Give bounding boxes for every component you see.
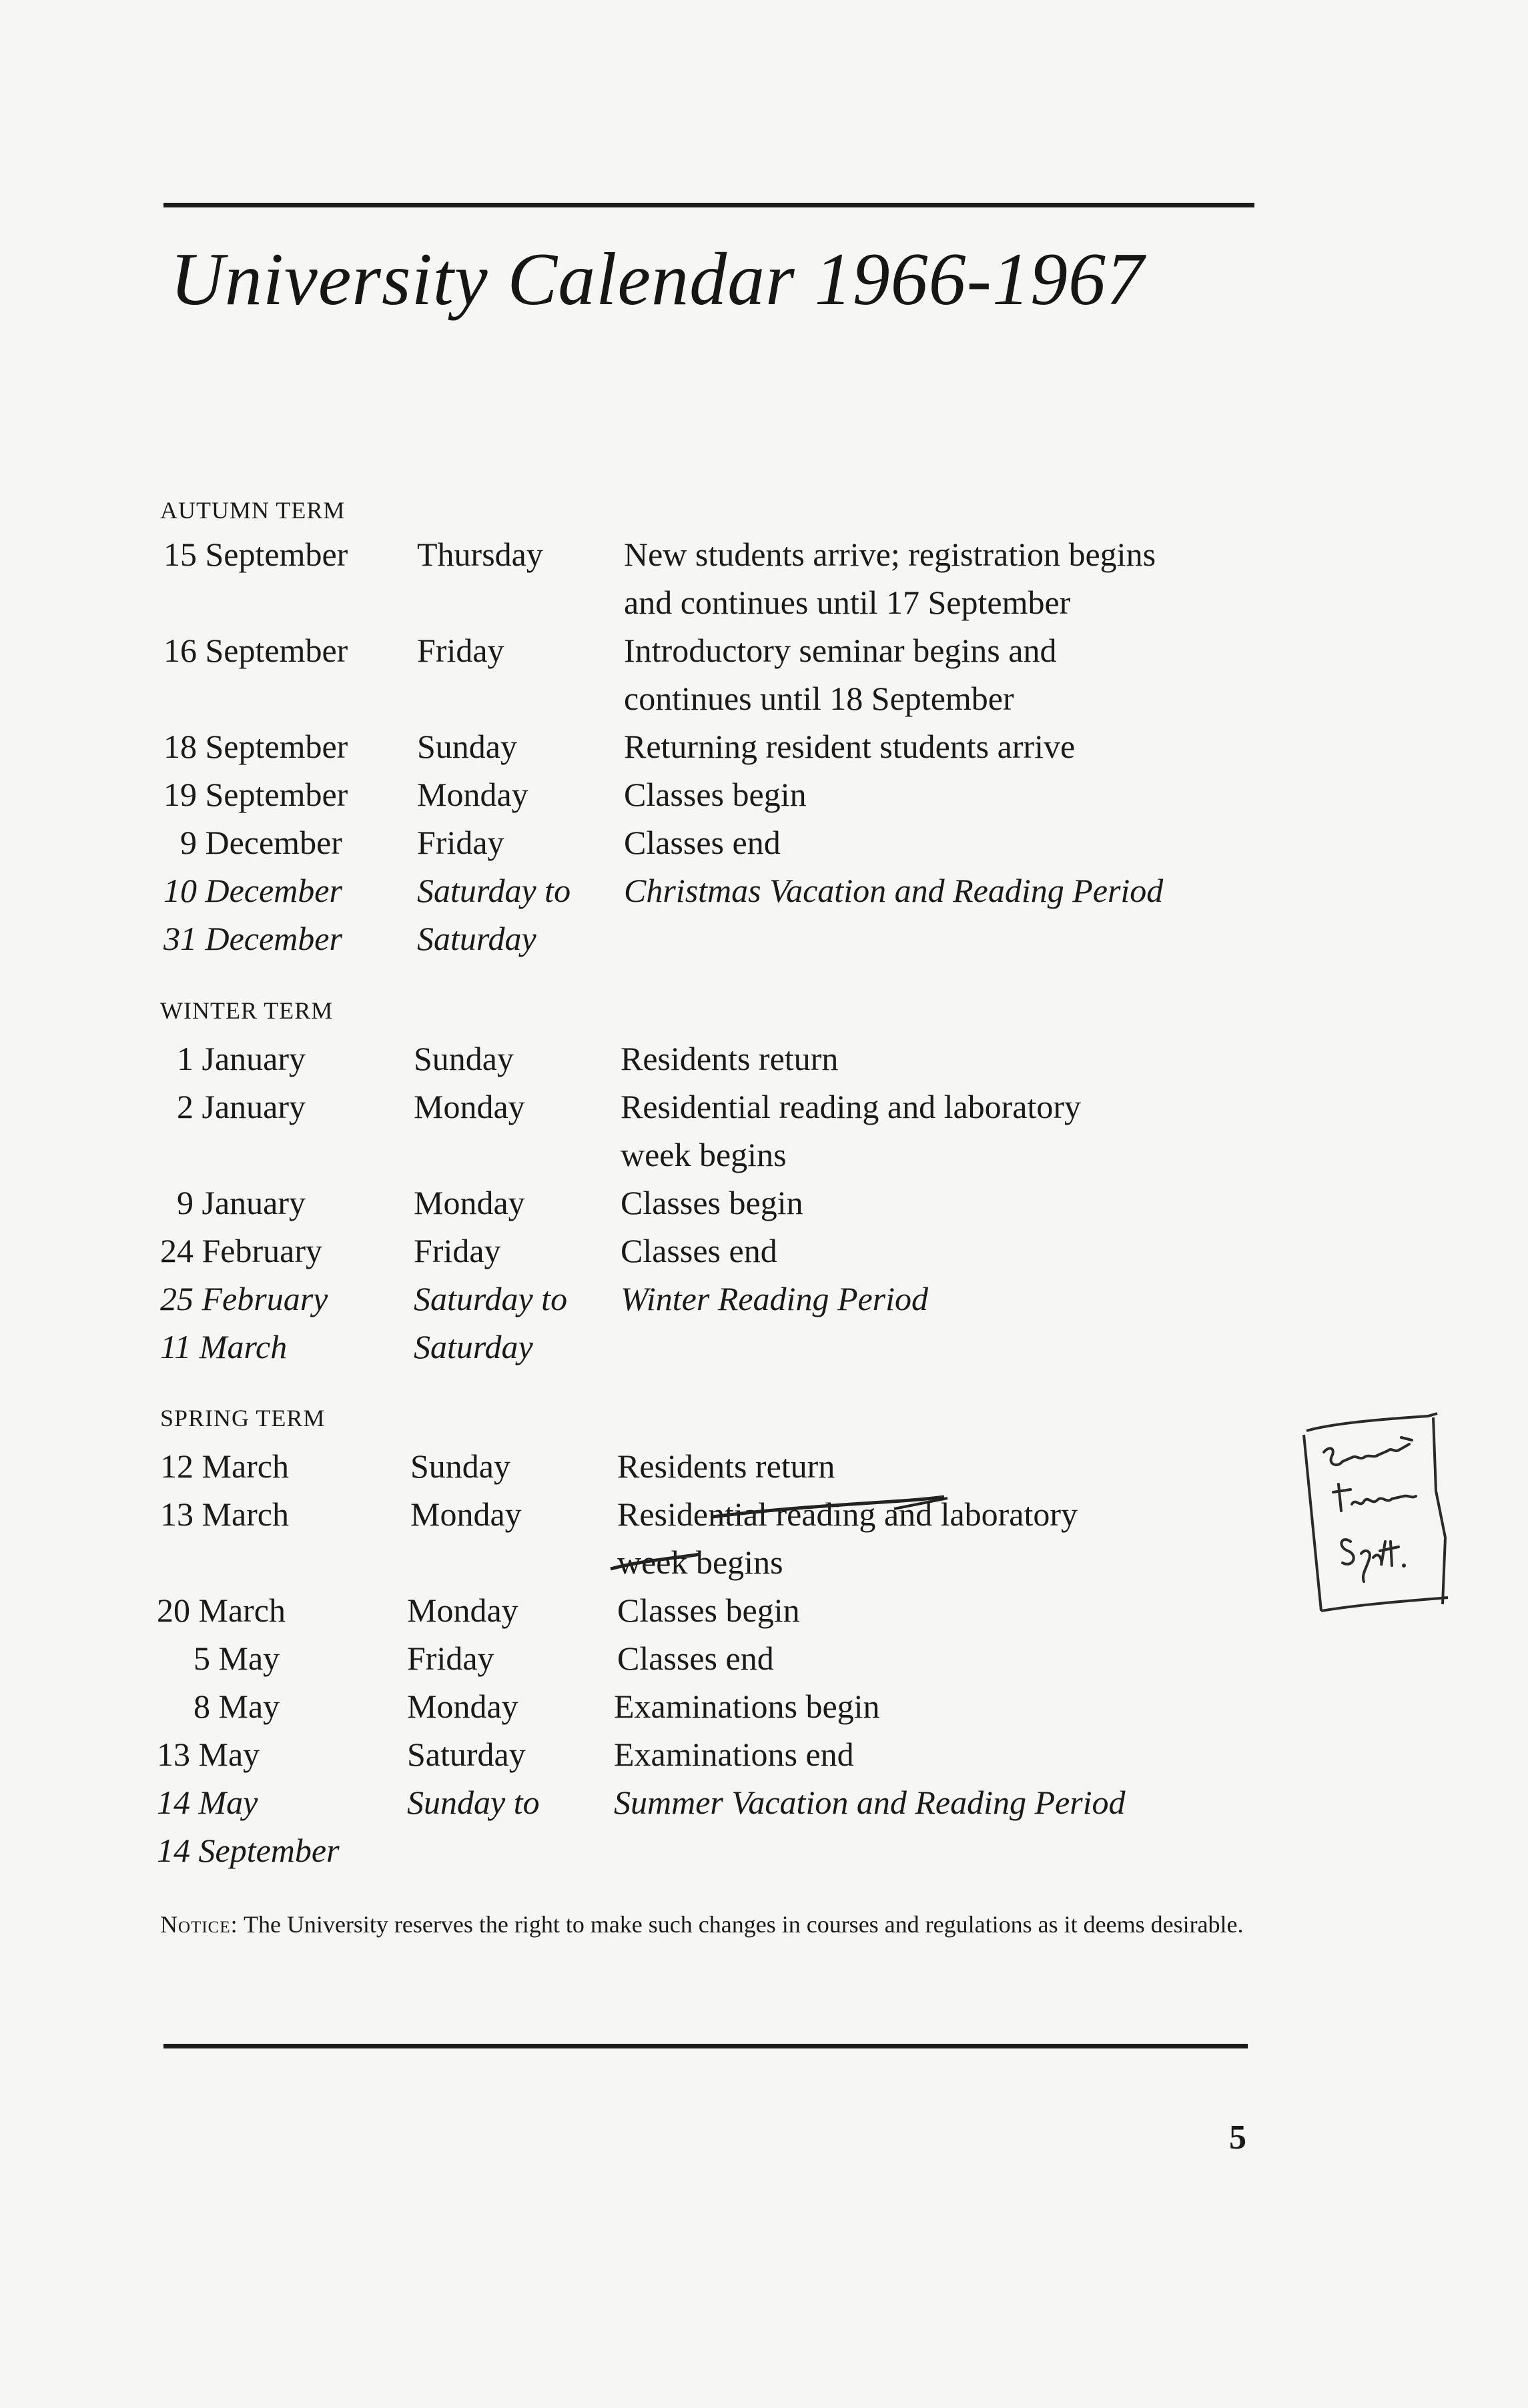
row-date: 2 January [177,1088,306,1125]
row-description: New students arrive; registration begins and continues until 17 September [624,536,1156,621]
row-date: 25 February [160,1280,328,1317]
section-heading-winter: WINTER TERM [160,997,334,1024]
top-rule [163,203,1254,207]
row-date: 20 March [157,1592,286,1629]
notice-label: Notice: [160,1911,238,1938]
row-date: 31 December [163,920,342,957]
row-date: 9 January [177,1184,306,1221]
row-description: Returning resident students arrive [624,728,1076,765]
row-description-struck: Residential reading and laboratory week begins [617,1495,1078,1581]
row-day: Monday [410,1495,522,1533]
row-day: Thursday [417,536,543,573]
row-description: Classes end [617,1640,774,1677]
row-date: 13 March [160,1495,289,1533]
row-date: 8 May [194,1688,280,1725]
row-day: Saturday to [414,1280,568,1317]
row-description: Examinations begin [614,1688,880,1725]
row-description: Residential reading and laboratory week begins [621,1088,1082,1173]
row-date: 16 September [163,632,348,669]
row-description: Classes begin [621,1184,803,1221]
row-day: Friday [414,1232,501,1269]
row-date: 14 September [157,1832,340,1869]
row-description: Christmas Vacation and Reading Period [624,872,1164,909]
row-date: 12 March [160,1447,289,1485]
row-date: 14 May [157,1784,258,1821]
row-day: Saturday [414,1328,533,1365]
row-date: 15 September [163,536,348,573]
row-description: Summer Vacation and Reading Period [614,1784,1126,1821]
row-day: Friday [407,1640,494,1677]
row-date: 5 May [194,1640,280,1677]
row-day: Monday [414,1184,525,1221]
row-description: Classes end [621,1232,777,1269]
row-date: 19 September [163,776,348,813]
row-description: Residents return [617,1447,835,1485]
row-day: Saturday to [417,872,571,909]
section-heading-spring: SPRING TERM [160,1405,326,1431]
row-day: Sunday [417,728,517,765]
row-date: 13 May [157,1736,260,1773]
row-description: Classes begin [624,776,807,813]
row-day: Sunday [410,1447,510,1485]
row-day: Monday [407,1688,518,1725]
page-title: University Calendar 1966-1967 [170,238,1144,321]
page-number: 5 [1229,2119,1246,2157]
row-day: Monday [407,1592,518,1629]
row-date: 9 December [180,824,342,861]
row-day: Sunday to [407,1784,540,1821]
bottom-rule [163,2044,1248,2048]
row-description: Classes begin [617,1592,800,1629]
row-description: Classes end [624,824,781,861]
row-day: Friday [417,632,504,669]
row-date: 24 February [160,1232,322,1269]
row-description: Residents return [621,1040,839,1077]
notice-paragraph [160,1910,1261,1938]
row-description: Winter Reading Period [621,1280,929,1317]
row-day: Saturday [407,1736,526,1773]
row-day: Monday [414,1088,525,1125]
handwritten-note-icon [1294,1411,1455,1624]
row-date: 10 December [163,872,342,909]
row-date: 18 September [163,728,348,765]
row-day: Friday [417,824,504,861]
row-day: Sunday [414,1040,514,1077]
row-description: Examinations end [614,1736,854,1773]
notice-text: The University reserves the right to make such changes in courses and regulations as it deems desirable. [243,1911,1244,1938]
row-day: Saturday [417,920,536,957]
row-description: Introductory seminar begins and continues until 18 September [624,632,1057,717]
row-day: Monday [417,776,528,813]
row-date: 1 January [177,1040,306,1077]
row-date: 11 March [160,1328,288,1365]
section-heading-autumn: AUTUMN TERM [160,497,346,524]
